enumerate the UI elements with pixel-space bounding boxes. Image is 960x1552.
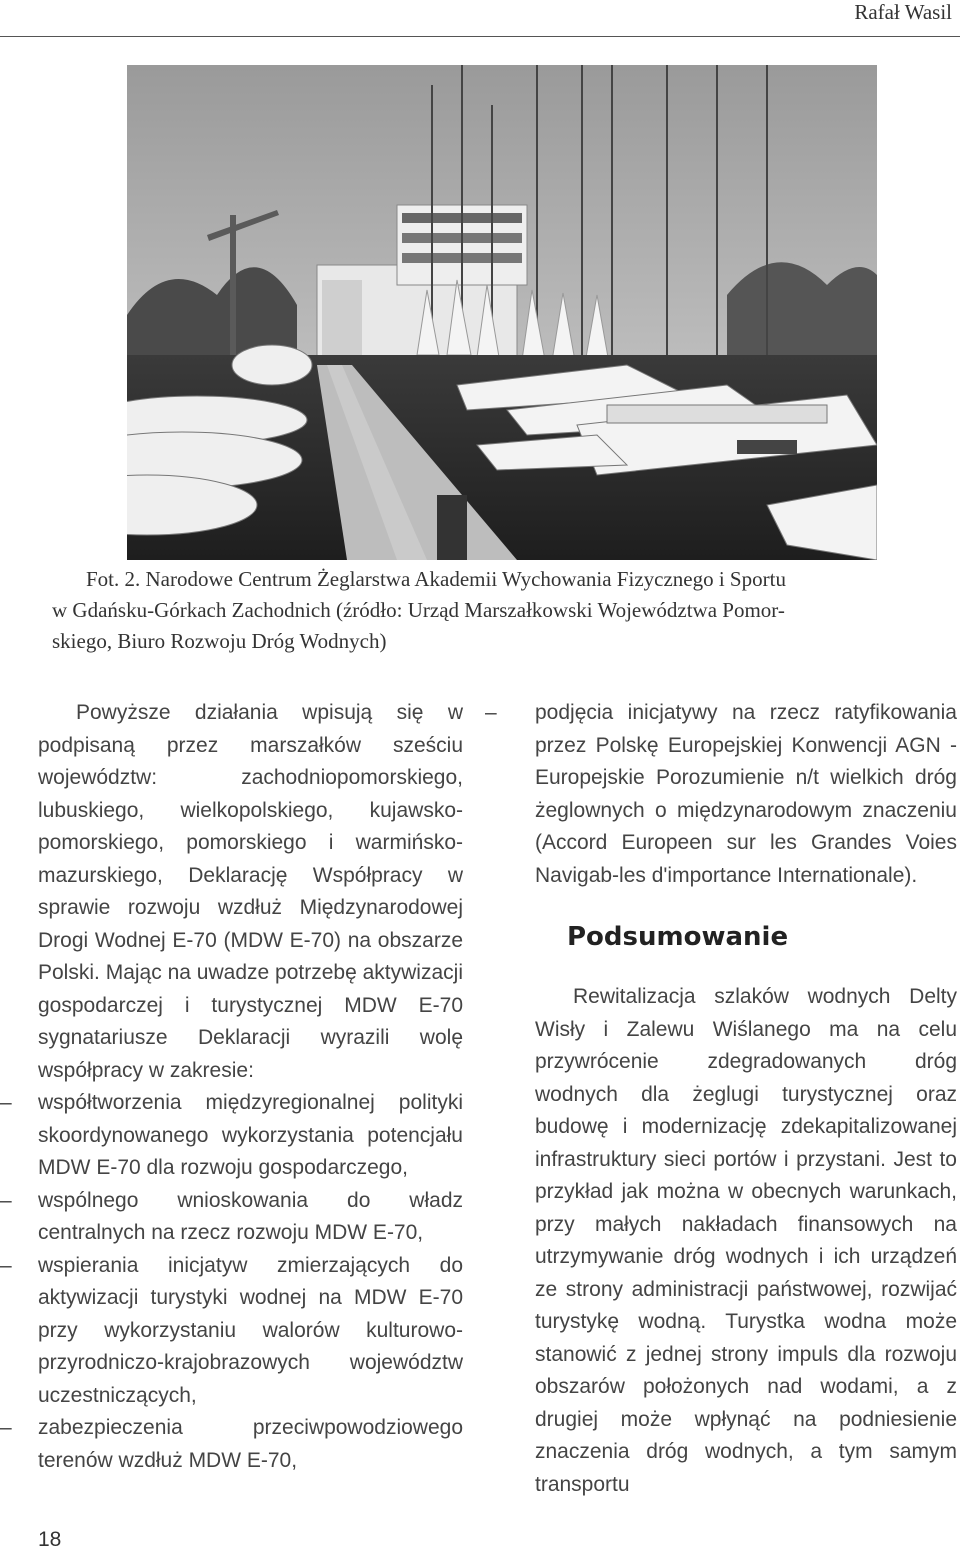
- list-item: [0, 1087, 463, 1185]
- bullet-dash: –: [485, 701, 497, 724]
- running-header-author: Rafał Wasil: [854, 0, 952, 24]
- list-item-text: wspierania inicjatyw zmierzających do aktywizacji turystyki wodnej na MDW E-70 przy wykorzystaniu walorów kulturowo-przyrodniczo-krajobrazowych województw uczestniczących,: [38, 1253, 463, 1407]
- list-item: [0, 1250, 463, 1413]
- bullet-dash: –: [0, 1188, 12, 1212]
- intro-paragraph: Powyższe działania wpisują się w podpisaną przez marszałków sześciu województw: zachodniopomorskiego, lubuskiego, wielkopolskiego, kujawsko-pomorskiego, pomorskiego i warmińsko-mazurskiego, Deklarację Współpracy w sprawie rozwoju wzdłuż Międzynarodowej Drogi Wodnej E-70 (MDW E-70) na obszarze Polski. Mając na uwadze potrzebę aktywizacji gospodarczej i turystycznej MDW E-70 sygnatariusze Deklaracji wyrazili wolę współpracy w zakresie:: [38, 701, 463, 1082]
- list-item-text: podjęcia inicjatywy na rzecz ratyfikowania przez Polskę Europejskiej Konwencji AGN - Europejskie Porozumienie n/t wielkich dróg żeglownych o międzynarodowym znaczeniu (Accord Europeen sur les Grandes Voies Navigab-les d'importance Internationale).: [535, 701, 957, 887]
- list-item: [485, 697, 957, 892]
- bullet-dash: –: [0, 1416, 12, 1439]
- caption-line-3: skiego, Biuro Rozwoju Dróg Wodnych): [52, 629, 387, 653]
- header-rule: [0, 36, 960, 37]
- right-column: [485, 697, 957, 1501]
- list-item-text: zabezpieczenia przeciwpowodziowego terenów wzdłuż MDW E-70,: [38, 1416, 463, 1472]
- bullet-dash: –: [0, 1091, 12, 1114]
- caption-line-1: Fot. 2. Narodowe Centrum Żeglarstwa Akademii Wychowania Fizycznego i Sportu: [86, 567, 786, 591]
- photo-caption: [52, 564, 910, 657]
- section-heading: Podsumowanie: [567, 922, 789, 952]
- list-item-text: wspólnego wnioskowania do władz centralnych na rzecz rozwoju MDW E-70,: [38, 1188, 463, 1244]
- caption-line-2: w Gdańsku-Górkach Zachodnich (źródło: Urząd Marszałkowski Województwa Pomor-: [52, 598, 785, 622]
- bullet-dash: –: [0, 1253, 12, 1277]
- marina-photo: [127, 65, 877, 560]
- page-number: 18: [38, 1528, 62, 1551]
- list-item: [0, 1185, 463, 1250]
- list-item-text: współtworzenia międzyregionalnej polityki skoordynowanego wykorzystania potencjału MDW E-70 dla rozwoju gospodarczego,: [38, 1091, 463, 1179]
- marina-photo-illustration: [127, 65, 877, 560]
- left-column: [0, 697, 463, 1477]
- list-item: [0, 1412, 463, 1477]
- summary-paragraph: Rewitalizacja szlaków wodnych Delty Wisły i Zalewu Wiślanego ma na celu przywrócenie zdegradowanych dróg wodnych dla żeglugi turystycznej oraz budowę i modernizację zdekapitalizowanej infrastruktury sieci portów i przystani. Jest to przykład jak można w obecnych warunkach, przy małych nakładach finansowych na utrzymywanie dróg wodnych i ich urządzeń ze strony administracji państwowej, rozwijać turystykę wodną. Turystka wodna może stanowić z jednej strony impuls dla rozwoju obszarów położonych nad wodami, a z drugiej może wpłynąć na podniesienie znaczenia dróg wodnych, a tym samym transportu: [535, 985, 957, 1496]
